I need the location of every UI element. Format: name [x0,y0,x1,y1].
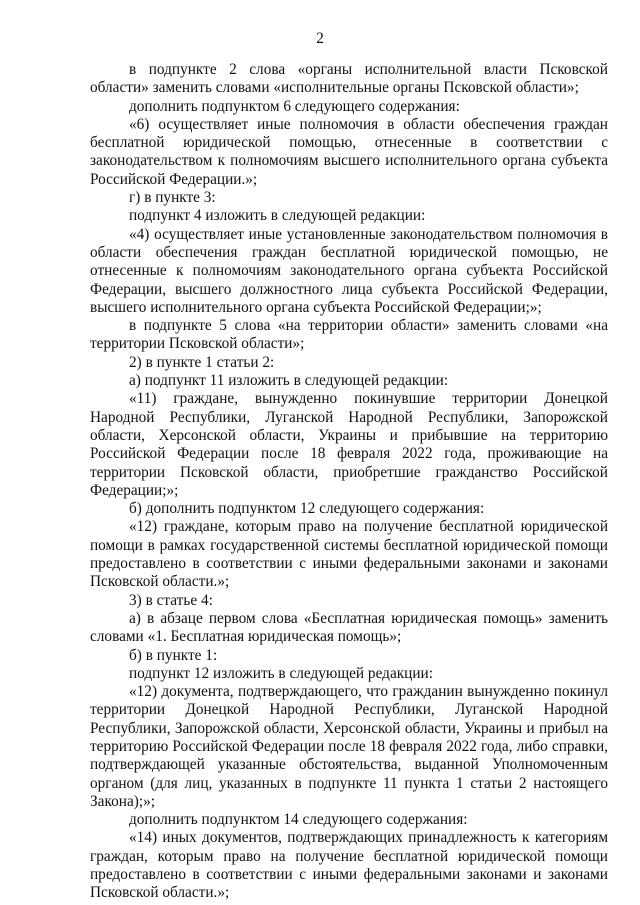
paragraph-14: а) в абзаце первом слова «Бесплатная юридическая помощь» заменить словами «1. Бесплатная юридическая помощь»; [90,609,608,646]
paragraph-18: дополнить подпунктом 14 следующего содержания: [129,811,468,829]
paragraph-1: в подпункте 2 слова «органы исполнительной власти Псковской области» заменить словами «исполнительные органы Псковской области»; [90,61,608,97]
paragraph-3: «6) осуществляет иные полномочия в области обеспечения граждан бесплатной юридической помощью, отнесенные в соответствии с законодательством к полномочиям высшего исполнительного органа субъекта Российской Федерации.»; [90,115,608,188]
paragraph-4: г) в пункте 3: [129,189,216,207]
paragraph-8: 2) в пункте 1 статьи 2: [129,353,275,371]
paragraph-11: б) дополнить подпунктом 12 следующего содержания: [129,500,485,518]
paragraph-16: подпункт 12 изложить в следующей редакции: [129,664,433,682]
page-number: 2 [316,30,324,47]
paragraph-9: а) подпункт 11 изложить в следующей редакции: [129,372,449,390]
paragraph-12: «12) граждане, которым право на получение бесплатной юридической помощи в рамках государственной системы бесплатной юридической помощи предоставлено в соответствии с иными федеральными законами и законами Псковской области.»; [90,518,608,591]
paragraph-15: б) в пункте 1: [129,646,218,664]
paragraph-2: дополнить подпунктом 6 следующего содержания: [129,97,460,115]
paragraph-7: в подпункте 5 слова «на территории области» заменить словами «на территории Псковской области»; [90,317,608,353]
paragraph-13: 3) в статье 4: [129,591,213,609]
document-body [90,61,608,903]
paragraph-10: «11) граждане, вынужденно покинувшие территории Донецкой Народной Республики, Луганской Народной Республики, Запорожской области, Херсонской области, Украины и прибывшие на территорию Российской Федерации после 18 февраля 2022 года, проживающие на территории Псковской области, приобретшие гражданство Российской Федерации;»; [90,390,608,499]
paragraph-19: «14) иных документов, подтверждающих принадлежность к категориям граждан, которым право на получение бесплатной юридической помощи предоставлено в соответствии с иными федеральными законами и законами Псковской области.»; [90,829,608,902]
paragraph-5: подпункт 4 изложить в следующей редакции: [129,207,426,225]
paragraph-6: «4) осуществляет иные установленные законодательством полномочия в области обеспечения граждан бесплатной юридической помощью, не отнесенные к полномочиям законодательного органа субъекта Российской Федерации, высшего должностного лица субъекта Российской Федерации, высшего исполнительного органа субъекта Российской Федерации;»; [90,225,608,316]
paragraph-17: «12) документа, подтверждающего, что гражданин вынужденно покинул территории Донецкой Народной Республики, Луганской Народной Республики, Запорожской области, Херсонской области, Украины и прибыл на территорию Российской Федерации после 18 февраля 2022 года, либо справки, подтверждающей указанные обстоятельства, выданной Уполномоченным органом (для лиц, указанных в подпункте 11 пункта 1 статьи 2 настоящего Закона);»; [90,683,608,810]
